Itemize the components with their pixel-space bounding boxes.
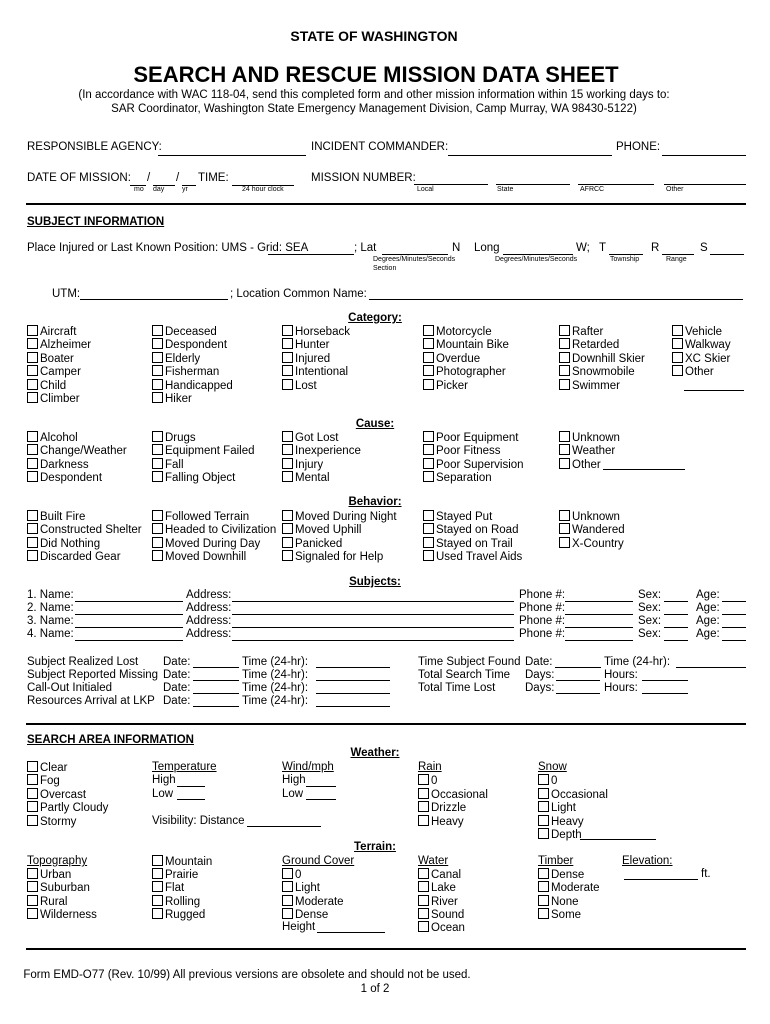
found-date-field[interactable] [555,667,601,668]
checkbox-river[interactable]: River [418,895,458,909]
height-label: Height [282,921,316,933]
subject-1-sex-field[interactable] [664,601,688,602]
wind-high-field[interactable] [306,786,336,787]
found-time-field[interactable] [676,667,746,668]
temp-low-field[interactable] [177,799,205,800]
subject-3-address-label: Address: [186,615,232,627]
subject-3-phone-field[interactable] [565,627,633,628]
checkbox-rain-drizzle[interactable]: Drizzle [418,801,466,815]
checkbox-discarded-gear[interactable]: Discarded Gear [27,550,121,564]
checkbox-timber-dense[interactable]: Dense [538,868,584,882]
checkbox-cause-unknown[interactable]: Unknown [559,431,620,445]
township-t-label: T [599,242,607,254]
mission-sub-state: State [497,186,514,193]
divider [26,723,746,725]
subjects-heading: Subjects: [349,576,401,588]
temp-high-label: High [152,774,176,786]
checkbox-timber-none[interactable]: None [538,895,579,909]
checkbox-swimmer[interactable]: Swimmer [559,379,620,393]
lost-days-label: Days: [525,682,555,694]
subject-4-address-field[interactable] [232,640,514,641]
subject-4-sex-label: Sex: [638,628,662,640]
checkbox-drugs[interactable]: Drugs [152,431,196,445]
checkbox-panicked[interactable]: Panicked [282,537,342,551]
date-sub-mo: mo [134,186,144,193]
page-number: 1 of 2 [360,983,390,995]
checkbox-urban[interactable]: Urban [27,868,71,882]
call-out-time-field[interactable] [316,693,390,694]
checkbox-snow-occasional[interactable]: Occasional [538,788,608,802]
snow-label: Snow [538,761,567,773]
mission-local-field[interactable] [414,184,488,185]
checkbox-overcast[interactable]: Overcast [27,788,86,802]
checkbox-camper[interactable]: Camper [27,365,81,379]
subject-2-age-field[interactable] [722,614,746,615]
checkbox-snow-light[interactable]: Light [538,801,576,815]
checkbox-stayed-put[interactable]: Stayed Put [423,510,492,524]
checkbox-poor-equipment[interactable]: Poor Equipment [423,431,518,445]
call-out-date-field[interactable] [193,693,239,694]
reported-missing-time-field[interactable] [316,680,390,681]
checkbox-ocean[interactable]: Ocean [418,921,465,935]
subject-4-name-field[interactable] [75,640,183,641]
checkbox-elderly[interactable]: Elderly [152,352,200,366]
long-field[interactable] [503,254,573,255]
checkbox-mountain[interactable]: Mountain [152,855,212,869]
subject-3-name-label: 3. Name: [27,615,74,627]
checkbox-timber-moderate[interactable]: Moderate [538,881,600,895]
location-common-label: ; Location Common Name: [230,288,367,300]
time-label: TIME: [198,172,229,184]
instruction-line-2: SAR Coordinator, Washington State Emergency Management Division, Camp Murray, WA 98430-5122) [111,103,637,115]
date-slash-2: / [176,172,180,184]
checkbox-stormy[interactable]: Stormy [27,815,76,829]
checkbox-change-weather[interactable]: Change/Weather [27,444,127,458]
long-label: Long [474,242,500,254]
section-sub: Section [373,265,397,272]
checkbox-picker[interactable]: Picker [423,379,468,393]
reported-missing-date-field[interactable] [193,680,239,681]
checkbox-ground-dense[interactable]: Dense [282,908,328,922]
call-out-time-label: Time (24-hr): [242,682,309,694]
lost-days-field[interactable] [556,693,600,694]
checkbox-x-country[interactable]: X-Country [559,537,624,551]
checkbox-moved-during-night[interactable]: Moved During Night [282,510,397,524]
timber-label: Timber [538,855,574,867]
date-sub-yr: yr [182,186,188,193]
checkbox-headed-to-civilization[interactable]: Headed to Civilization [152,523,276,537]
subject-2-name-label: 2. Name: [27,602,74,614]
subject-4-address-label: Address: [186,628,232,640]
search-days-label: Days: [525,669,555,681]
phone-label: PHONE: [616,141,661,153]
checkbox-fisherman[interactable]: Fisherman [152,365,219,379]
checkbox-poor-supervision[interactable]: Poor Supervision [423,458,524,472]
subject-1-address-label: Address: [186,589,232,601]
checkbox-stayed-on-road[interactable]: Stayed on Road [423,523,518,537]
subject-2-phone-field[interactable] [565,614,633,615]
total-time-lost-label: Total Time Lost [418,682,496,694]
mission-number-label: MISSION NUMBER: [311,172,416,184]
checkbox-photographer[interactable]: Photographer [423,365,506,379]
instruction-line-1: (In accordance with WAC 118-04, send this completed form and other mission information within 15 working days to: [78,89,670,101]
checkbox-boater[interactable]: Boater [27,352,74,366]
resources-arrival-time-label: Time (24-hr): [242,695,309,707]
temp-low-label: Low [152,788,174,800]
category-other-field[interactable] [684,390,744,391]
subject-2-sex-label: Sex: [638,602,662,614]
lat-field[interactable] [382,254,448,255]
checkbox-category-other[interactable]: Other [672,365,714,379]
lat-dms-sub: Degrees/Minutes/Seconds [373,256,456,263]
subject-4-name-label: 4. Name: [27,628,74,640]
checkbox-cause-despondent[interactable]: Despondent [27,471,102,485]
form-number: Form EMD-O77 (Rev. 10/99) All previous versions are obsolete and should not be used. [23,969,471,981]
cause-other-field[interactable] [603,469,685,470]
resources-arrival-date-field[interactable] [193,706,239,707]
checkbox-rain-heavy[interactable]: Heavy [418,815,464,829]
lat-label: ; Lat [354,242,377,254]
ground-cover-label: Ground Cover [282,855,355,867]
checkbox-lost[interactable]: Lost [282,379,317,393]
subject-2-name-field[interactable] [75,614,183,615]
page-title: SEARCH AND RESCUE MISSION DATA SHEET [133,62,619,87]
checkbox-retarded[interactable]: Retarded [559,338,619,352]
checkbox-did-nothing[interactable]: Did Nothing [27,537,100,551]
resources-arrival-date-label: Date: [163,695,191,707]
checkbox-child[interactable]: Child [27,379,66,393]
checkbox-poor-fitness[interactable]: Poor Fitness [423,444,501,458]
checkbox-walkway[interactable]: Walkway [672,338,731,352]
state-heading: STATE OF WASHINGTON [290,28,458,44]
subject-2-address-field[interactable] [232,614,514,615]
height-field[interactable] [317,932,385,933]
subject-1-name-label: 1. Name: [27,589,74,601]
subject-2-sex-field[interactable] [664,614,688,615]
wind-low-label: Low [282,788,304,800]
checkbox-wilderness[interactable]: Wilderness [27,908,97,922]
checkbox-cause-other[interactable]: Other [559,458,601,472]
checkbox-climber[interactable]: Climber [27,392,80,406]
subject-4-phone-label: Phone #: [519,628,566,640]
subject-1-name-field[interactable] [75,601,183,602]
divider [26,948,746,950]
wind-label: Wind/mph [282,761,334,773]
snow-depth-field[interactable] [580,839,656,840]
category-heading: Category: [348,312,402,324]
reported-missing-date-label: Date: [163,669,191,681]
range-field[interactable] [662,254,694,255]
subject-2-address-label: Address: [186,602,232,614]
checkbox-flat[interactable]: Flat [152,881,184,895]
topography-label: Topography [27,855,88,867]
rain-label: Rain [418,761,442,773]
mission-sub-other: Other [666,186,684,193]
wind-low-field[interactable] [306,799,336,800]
date-of-mission-label: DATE OF MISSION: [27,172,131,184]
found-time-label: Time (24-hr): [604,656,671,668]
checkbox-wandered[interactable]: Wandered [559,523,625,537]
found-date-label: Date: [525,656,553,668]
range-sub: Range [666,256,687,263]
search-hours-field[interactable] [642,680,688,681]
subject-3-sex-field[interactable] [664,627,688,628]
checkbox-fall[interactable]: Fall [152,458,184,472]
realized-lost-time-field[interactable] [316,667,390,668]
township-field[interactable] [609,254,643,255]
long-dms-sub: Degrees/Minutes/Seconds [495,256,578,263]
responsible-agency-label: RESPONSIBLE AGENCY: [27,141,162,153]
utm-label: UTM: [52,288,81,300]
lost-hours-label: Hours: [604,682,638,694]
checkbox-ground-light[interactable]: Light [282,881,320,895]
checkbox-behavior-unknown[interactable]: Unknown [559,510,620,524]
call-out-date-label: Date: [163,682,191,694]
checkbox-snow-heavy[interactable]: Heavy [538,815,584,829]
checkbox-stayed-on-trail[interactable]: Stayed on Trail [423,537,513,551]
checkbox-got-lost[interactable]: Got Lost [282,431,338,445]
checkbox-snow-depth[interactable]: Depth [538,828,582,842]
section-s-label: S [700,242,708,254]
checkbox-ground-0[interactable]: 0 [282,868,301,882]
checkbox-timber-some[interactable]: Some [538,908,581,922]
checkbox-mountain-bike[interactable]: Mountain Bike [423,338,509,352]
subject-2-phone-label: Phone #: [519,602,566,614]
realized-lost-time-label: Time (24-hr): [242,656,309,668]
checkbox-moved-during-day[interactable]: Moved During Day [152,537,260,551]
checkbox-rafter[interactable]: Rafter [559,325,603,339]
checkbox-partly-cloudy[interactable]: Partly Cloudy [27,801,108,815]
checkbox-horseback[interactable]: Horseback [282,325,350,339]
checkbox-canal[interactable]: Canal [418,868,461,882]
checkbox-used-travel-aids[interactable]: Used Travel Aids [423,550,522,564]
hour-clock-sub: 24 hour clock [242,186,284,193]
subject-4-age-field[interactable] [722,640,746,641]
elevation-ft-label: ft. [701,868,711,880]
subject-3-phone-label: Phone #: [519,615,566,627]
checkbox-fog[interactable]: Fog [27,774,60,788]
checkbox-followed-terrain[interactable]: Followed Terrain [152,510,249,524]
checkbox-motorcycle[interactable]: Motorcycle [423,325,492,339]
range-r-label: R [651,242,660,254]
section-field[interactable] [710,254,744,255]
mission-afrcc-field[interactable] [578,184,654,185]
checkbox-suburban[interactable]: Suburban [27,881,90,895]
location-common-field[interactable] [369,299,743,300]
search-hours-label: Hours: [604,669,638,681]
subject-3-sex-label: Sex: [638,615,662,627]
checkbox-darkness[interactable]: Darkness [27,458,89,472]
grid-field[interactable] [268,254,354,255]
checkbox-rural[interactable]: Rural [27,895,67,909]
checkbox-handicapped[interactable]: Handicapped [152,379,233,393]
mission-sub-afrcc: AFRCC [580,186,605,193]
checkbox-deceased[interactable]: Deceased [152,325,217,339]
phone-field[interactable] [662,155,746,156]
incident-commander-field[interactable] [448,155,612,156]
checkbox-snow-0[interactable]: 0 [538,774,557,788]
wind-high-label: High [282,774,306,786]
time-subject-found-label: Time Subject Found [418,656,521,668]
checkbox-built-fire[interactable]: Built Fire [27,510,85,524]
subject-3-address-field[interactable] [232,627,514,628]
checkbox-rain-occasional[interactable]: Occasional [418,788,488,802]
checkbox-vehicle[interactable]: Vehicle [672,325,722,339]
subject-1-age-field[interactable] [722,601,746,602]
reported-missing-time-label: Time (24-hr): [242,669,309,681]
checkbox-rain-0[interactable]: 0 [418,774,437,788]
checkbox-equipment-failed[interactable]: Equipment Failed [152,444,255,458]
reported-missing-label: Subject Reported Missing [27,669,159,681]
mission-state-field[interactable] [496,184,570,185]
checkbox-prairie[interactable]: Prairie [152,868,198,882]
subject-4-sex-field[interactable] [664,640,688,641]
checkbox-moved-uphill[interactable]: Moved Uphill [282,523,361,537]
subject-3-age-field[interactable] [722,627,746,628]
elevation-field[interactable] [624,879,698,880]
mission-other-field[interactable] [664,184,746,185]
subject-3-age-label: Age: [696,615,720,627]
subject-4-phone-field[interactable] [565,640,633,641]
checkbox-falling-object[interactable]: Falling Object [152,471,235,485]
date-slash-1: / [147,172,151,184]
checkbox-hiker[interactable]: Hiker [152,392,192,406]
date-sub-day: day [153,186,165,193]
checkbox-inexperience[interactable]: Inexperience [282,444,361,458]
checkbox-snowmobile[interactable]: Snowmobile [559,365,635,379]
subject-4-age-label: Age: [696,628,720,640]
cause-heading: Cause: [355,418,395,430]
checkbox-alcohol[interactable]: Alcohol [27,431,78,445]
divider [26,203,746,205]
realized-lost-label: Subject Realized Lost [27,656,139,668]
checkbox-moved-downhill[interactable]: Moved Downhill [152,550,246,564]
checkbox-constructed-shelter[interactable]: Constructed Shelter [27,523,142,537]
incident-commander-label: INCIDENT COMMANDER: [311,141,449,153]
checkbox-ground-moderate[interactable]: Moderate [282,895,344,909]
subject-1-age-label: Age: [696,589,720,601]
search-area-heading: SEARCH AREA INFORMATION [27,734,194,746]
checkbox-downhill-skier[interactable]: Downhill Skier [559,352,645,366]
temperature-label: Temperature [152,761,217,773]
checkbox-intentional[interactable]: Intentional [282,365,348,379]
subject-1-phone-field[interactable] [565,601,633,602]
realized-lost-date-field[interactable] [193,667,239,668]
subject-2-age-label: Age: [696,602,720,614]
checkbox-separation[interactable]: Separation [423,471,492,485]
subject-1-address-field[interactable] [232,601,514,602]
call-out-label: Call-Out Initialed [27,682,113,694]
subject-1-sex-label: Sex: [638,589,662,601]
checkbox-weather[interactable]: Weather [559,444,615,458]
long-w-label: W; [576,242,590,254]
temp-high-field[interactable] [177,786,205,787]
utm-field[interactable] [80,299,228,300]
search-days-field[interactable] [556,680,600,681]
checkbox-mental[interactable]: Mental [282,471,330,485]
checkbox-despondent[interactable]: Despondent [152,338,227,352]
resources-arrival-label: Resources Arrival at LKP [27,695,155,707]
subject-3-name-field[interactable] [75,627,183,628]
weather-heading: Weather: [350,747,400,759]
checkbox-aircraft[interactable]: Aircraft [27,325,76,339]
mission-sub-local: Local [417,186,434,193]
resources-arrival-time-field[interactable] [316,706,390,707]
township-sub: Township [610,256,640,263]
checkbox-alzheimer[interactable]: Alzheimer [27,338,91,352]
checkbox-sound[interactable]: Sound [418,908,464,922]
water-label: Water [418,855,449,867]
checkbox-injured[interactable]: Injured [282,352,330,366]
checkbox-hunter[interactable]: Hunter [282,338,330,352]
subject-1-phone-label: Phone #: [519,589,566,601]
total-search-time-label: Total Search Time [418,669,511,681]
behavior-heading: Behavior: [348,496,402,508]
checkbox-overdue[interactable]: Overdue [423,352,480,366]
checkbox-rugged[interactable]: Rugged [152,908,205,922]
place-injured-label: Place Injured or Last Known Position: UMS - Grid: SEA [27,242,309,254]
lat-n-label: N [452,242,461,254]
visibility-label: Visibility: Distance [152,815,245,827]
checkbox-signaled-for-help[interactable]: Signaled for Help [282,550,383,564]
terrain-heading: Terrain: [354,841,396,853]
checkbox-injury[interactable]: Injury [282,458,323,472]
subject-information-heading: SUBJECT INFORMATION [27,216,165,228]
responsible-agency-field[interactable] [158,155,306,156]
visibility-distance-field[interactable] [247,826,321,827]
checkbox-lake[interactable]: Lake [418,881,456,895]
lost-hours-field[interactable] [642,693,688,694]
checkbox-rolling[interactable]: Rolling [152,895,200,909]
checkbox-clear[interactable]: Clear [27,761,67,775]
elevation-label: Elevation: [622,855,673,867]
checkbox-xc-skier[interactable]: XC Skier [672,352,730,366]
realized-lost-date-label: Date: [163,656,191,668]
